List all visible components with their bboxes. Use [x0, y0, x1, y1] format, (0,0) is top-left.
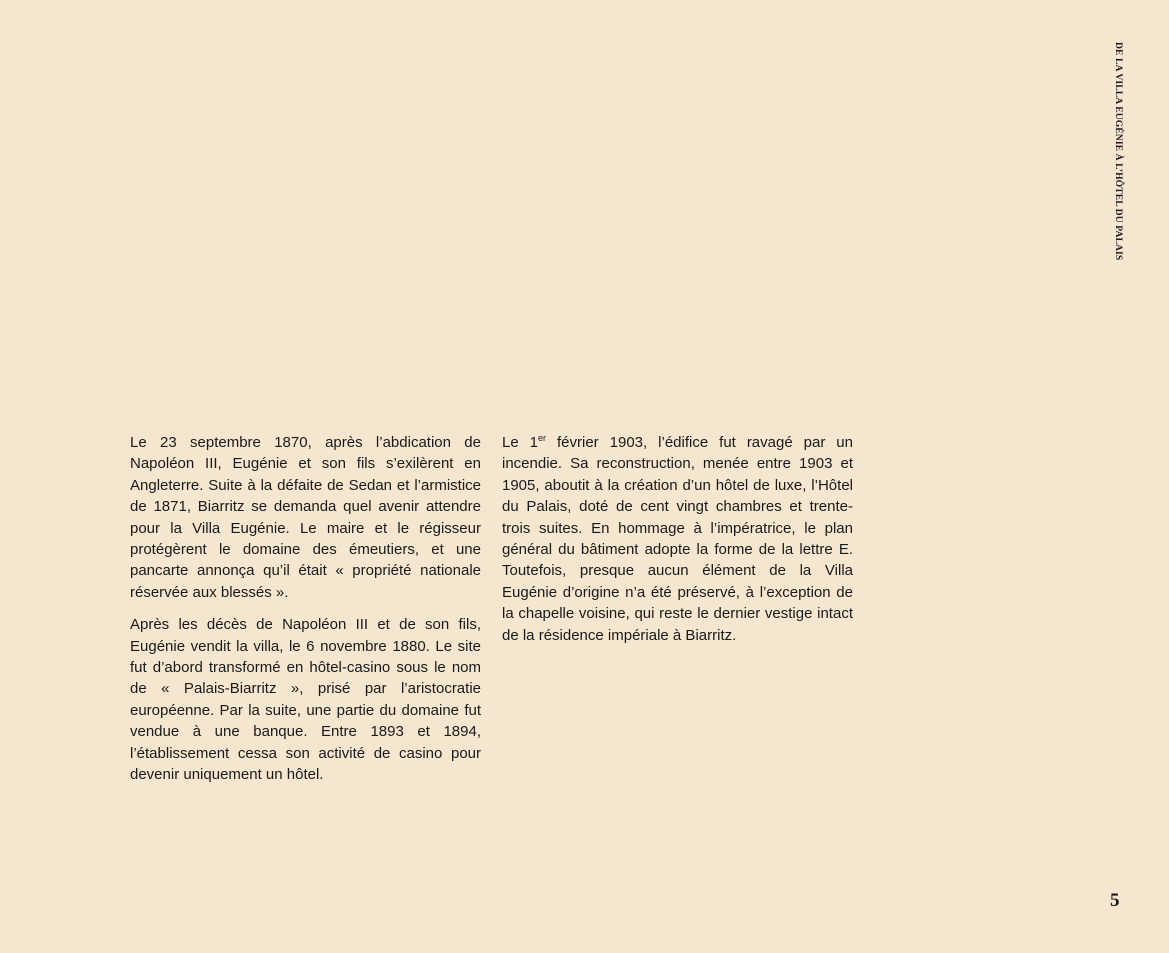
paragraph: [502, 432, 853, 646]
paragraph: Après les décès de Napoléon III et de son fils, Eugénie vendit la villa, le 6 novembre 1880. Le site fut d’abord transformé en hôtel-casino sous le nom de « Palais-Biarritz », prisé par l’aristocratie européenne. Par la suite, une partie du domaine fut vendue à une banque. Entre 1893 et 1894, l’établissement cessa son activité de casino pour devenir uniquement un hôtel.: [130, 616, 481, 784]
page-number: 5: [1110, 890, 1120, 911]
text-column-right: [502, 432, 853, 657]
running-head: DE LA VILLA EUGÉNIE À L’HÔTEL DU PALAIS: [1113, 42, 1124, 261]
date-prefix: Le 1: [502, 434, 539, 451]
text-column-left: [130, 432, 481, 797]
ordinal-superscript: er: [538, 433, 547, 443]
paragraph-body: février 1903, l’édifice fut ravagé par un incendie. Sa reconstruction, menée entre 1903 et 1905, aboutit à la création d’un hôtel de luxe, l’Hôtel du Palais, doté de cent vingt chambres et trente-trois suites. En hommage à l’impératrice, le plan général du bâtiment adopte la forme de la lettre E. Toutefois, presque aucun élément de la Villa Eugénie d’origine n’a été préservé, à l’exception de la chapelle voisine, qui reste le dernier vestige intact de la résidence impériale à Biarritz.: [502, 434, 853, 644]
paragraph: Le 23 septembre 1870, après l’abdication de Napoléon III, Eugénie et son fils s’exilèrent en Angleterre. Suite à la défaite de Sedan et l’armistice de 1871, Biarritz se demanda quel avenir attendre pour la Villa Eugénie. Le maire et le régisseur protégèrent le domaine des émeutiers, et une pancarte annonça qu’il était « propriété nationale réservée aux blessés ».: [130, 434, 481, 601]
